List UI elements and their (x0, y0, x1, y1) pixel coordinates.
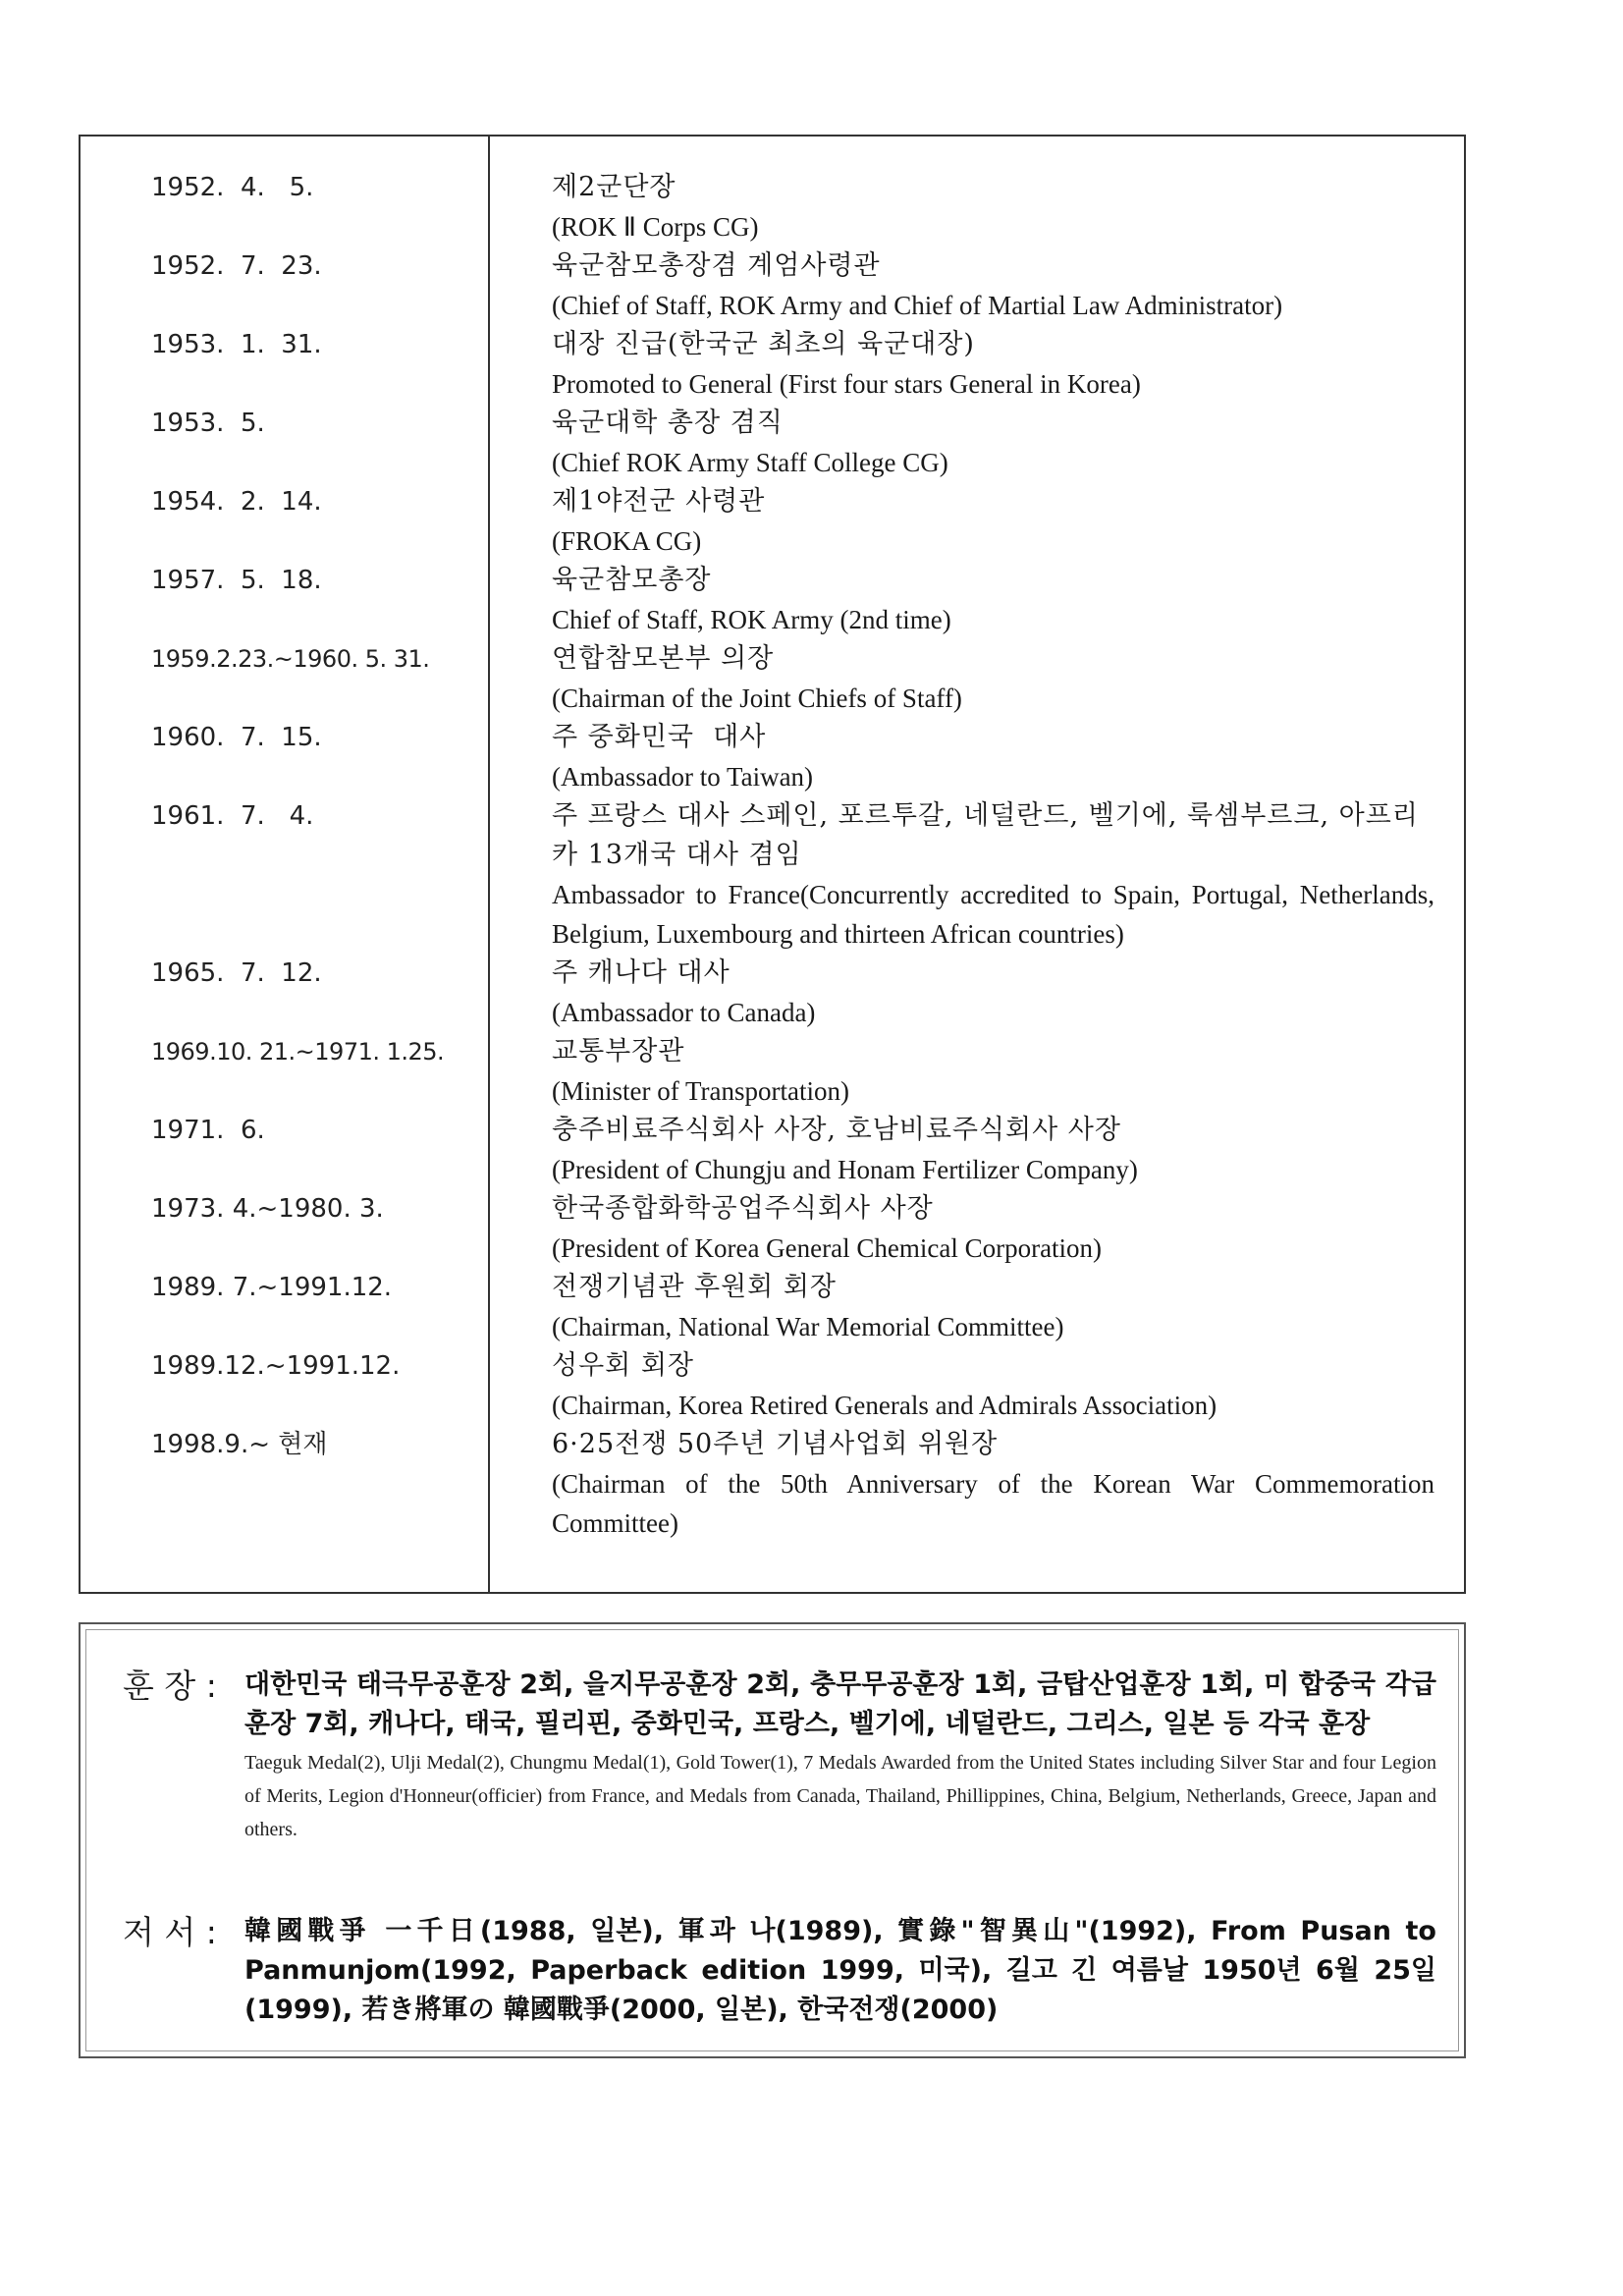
career-title-ko: 한국종합화학공업주식회사 사장 (552, 1193, 934, 1224)
career-title-ko: 성우회 회장 (552, 1350, 694, 1381)
honors-korean-text: 대한민국 태극무공훈장 2회, 을지무공훈장 2회, 충무무공훈장 1회, 금탑산업훈장 1회, 미 합중국 각급 훈장 7회, 캐나다, 태국, 필리핀, 중화민국, 프랑스, 벨기에, 네덜란드, 그리스, 일본 등 각국 훈장 (244, 1669, 1436, 1739)
career-description (552, 246, 1434, 325)
honors-content (244, 1666, 1436, 1846)
career-description (552, 168, 1434, 246)
career-title-ko: 연합참모본부 의장 (552, 643, 775, 674)
career-title-en: Ambassador to France(Concurrently accredited to Spain, Portugal, Netherlands, Belgium, Luxembourg and thirteen African countries) (552, 880, 1434, 949)
career-table (79, 135, 1466, 1594)
career-description (552, 639, 1434, 718)
career-date: 1969.10. 21.~1971. 1.25. (151, 1038, 445, 1066)
career-description (552, 718, 1434, 796)
career-description (552, 796, 1434, 954)
career-title-en: (Chief ROK Army Staff College CG) (552, 448, 948, 477)
career-description (552, 1346, 1434, 1425)
honors-writings-box (79, 1622, 1466, 2058)
honors-inner-frame (85, 1629, 1459, 2051)
writings-text: 韓國戰爭 一千日(1988, 일본), 軍과 나(1989), 實錄"智異山"(1992), From Pusan to Panmunjom(1992, Paperback edition 1999, 미국), 길고 긴 여름날 1950년 6월 25일(1999), 若き將軍の 韓國戰爭(2000, 일본), 한국전쟁(2000) (244, 1916, 1436, 2025)
career-title-en: (Chairman of the Joint Chiefs of Staff) (552, 683, 962, 713)
honors-label: 훈 장 : (123, 1667, 217, 1705)
career-title-ko: 육군참모총장겸 계엄사령관 (552, 250, 881, 281)
career-date: 1952. 4. 5. (151, 173, 314, 202)
career-date: 1989. 7.~1991.12. (151, 1273, 393, 1302)
career-description (552, 482, 1434, 561)
career-description (552, 404, 1434, 482)
career-description (552, 1425, 1434, 1543)
career-date: 1954. 2. 14. (151, 487, 322, 517)
column-divider (488, 137, 490, 1592)
career-title-en: (FROKA CG) (552, 526, 702, 556)
career-title-ko: 육군대학 총장 겸직 (552, 408, 784, 438)
career-title-ko: 제2군단장 (552, 172, 676, 202)
career-title-en: (Chairman, Korea Retired Generals and Admirals Association) (552, 1391, 1217, 1420)
career-date: 1952. 7. 23. (151, 251, 322, 281)
career-title-ko: 주 프랑스 대사 스페인, 포르투갈, 네덜란드, 벨기에, 룩셈부르크, 아프리카 13개국 대사 겸임 (552, 800, 1419, 870)
career-title-en: (Chairman, National War Memorial Committee) (552, 1312, 1064, 1341)
career-title-en: Promoted to General (First four stars General in Korea) (552, 369, 1141, 399)
career-title-en: (Chairman of the 50th Anniversary of the Korean War Commemoration Committee) (552, 1469, 1434, 1538)
career-title-ko: 주 캐나다 대사 (552, 957, 730, 988)
honors-english-text: Taeguk Medal(2), Ulji Medal(2), Chungmu Medal(1), Gold Tower(1), 7 Medals Awarded from the United States including Silver Star and four Legion of Merits, Legion d'Honneur(officier) from France, and Medals from Canada, Thailand, Phillippines, China, Belgium, Netherlands, Greece, Japan and others. (244, 1752, 1436, 1840)
career-title-en: (Chief of Staff, ROK Army and Chief of Martial Law Administrator) (552, 291, 1283, 320)
career-title-ko: 주 중화민국 대사 (552, 722, 767, 752)
career-description (552, 1268, 1434, 1346)
career-title-en: (ROK Ⅱ Corps CG) (552, 212, 759, 242)
career-date: 1959.2.23.~1960. 5. 31. (151, 645, 430, 673)
career-title-en: (Ambassador to Taiwan) (552, 762, 814, 792)
career-date: 1998.9.~ 현재 (151, 1430, 328, 1459)
writings-content (244, 1912, 1436, 2030)
career-description (552, 561, 1434, 639)
career-date: 1989.12.~1991.12. (151, 1351, 401, 1381)
career-title-ko: 육군참모총장 (552, 565, 712, 595)
career-title-en: Chief of Staff, ROK Army (2nd time) (552, 605, 951, 634)
career-date: 1971. 6. (151, 1116, 265, 1145)
career-date: 1965. 7. 12. (151, 958, 322, 988)
career-date: 1953. 1. 31. (151, 330, 322, 359)
career-date: 1973. 4.~1980. 3. (151, 1194, 384, 1224)
career-title-en: (President of Korea General Chemical Corporation) (552, 1233, 1103, 1263)
career-description (552, 954, 1434, 1032)
career-title-ko: 대장 진급(한국군 최초의 육군대장) (552, 329, 975, 359)
career-date: 1957. 5. 18. (151, 566, 322, 595)
career-description (552, 1189, 1434, 1268)
career-date: 1953. 5. (151, 409, 265, 438)
career-description (552, 1111, 1434, 1189)
career-title-ko: 교통부장관 (552, 1036, 685, 1066)
career-description (552, 325, 1434, 404)
career-title-ko: 제1야전군 사령관 (552, 486, 766, 517)
career-date: 1961. 7. 4. (151, 801, 314, 831)
career-title-ko: 6·25전쟁 50주년 기념사업회 위원장 (552, 1429, 999, 1459)
career-title-en: (Ambassador to Canada) (552, 998, 816, 1027)
career-title-en: (Minister of Transportation) (552, 1076, 849, 1106)
career-title-ko: 전쟁기념관 후원회 회장 (552, 1272, 837, 1302)
career-date: 1960. 7. 15. (151, 723, 322, 752)
career-title-ko: 충주비료주식회사 사장, 호남비료주식회사 사장 (552, 1115, 1121, 1145)
career-description (552, 1032, 1434, 1111)
career-title-en: (President of Chungju and Honam Fertilizer Company) (552, 1155, 1138, 1184)
writings-label: 저 서 : (123, 1913, 217, 1951)
